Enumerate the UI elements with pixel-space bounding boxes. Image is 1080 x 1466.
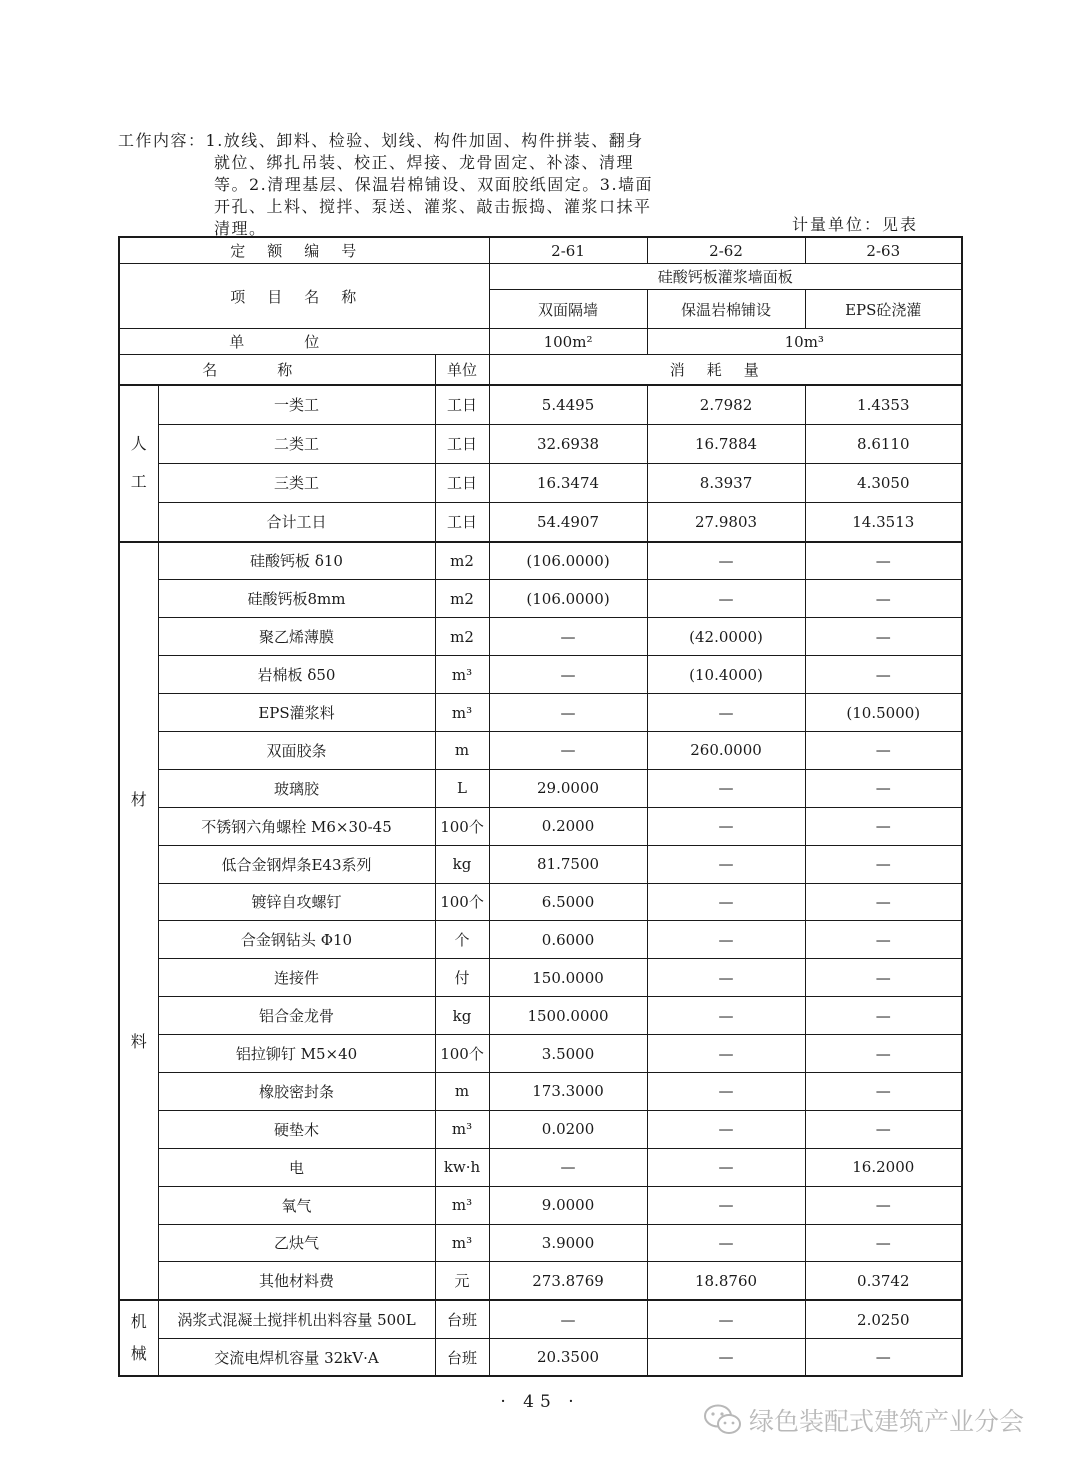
material-row xyxy=(119,731,962,769)
value-2-62: — xyxy=(647,694,805,732)
item-unit: kw·h xyxy=(435,1148,489,1186)
value-2-62: — xyxy=(647,769,805,807)
item-name-label: 项目名称 xyxy=(119,264,489,329)
material-category: 材 料 xyxy=(119,542,158,1301)
value-2-63: — xyxy=(805,921,962,959)
material-row xyxy=(119,618,962,656)
labor-row xyxy=(119,424,962,463)
machine-category: 机 械 xyxy=(119,1300,158,1376)
value-2-61: 273.8769 xyxy=(489,1262,647,1300)
value-2-63: — xyxy=(805,1035,962,1073)
item-unit: m2 xyxy=(435,618,489,656)
value-2-61: 150.0000 xyxy=(489,959,647,997)
item-name: 交流电焊机容量 32kV·A xyxy=(158,1338,435,1376)
item-unit: m xyxy=(435,731,489,769)
sub-title: 保温岩棉铺设 xyxy=(647,290,805,329)
unit-note: 计量单位：见表 xyxy=(791,215,918,234)
item-unit: 工日 xyxy=(435,424,489,463)
item-unit: 100个 xyxy=(435,883,489,921)
material-row xyxy=(119,1148,962,1186)
item-unit: m³ xyxy=(435,1224,489,1262)
work-line: 等。2.清理基层、保温岩棉铺设、双面胶纸固定。3.墙面 xyxy=(214,175,654,194)
page-number: · 45 · xyxy=(500,1392,580,1412)
item-unit: 元 xyxy=(435,1262,489,1300)
value-2-61: — xyxy=(489,694,647,732)
value-2-62: — xyxy=(647,1300,805,1338)
unit-value: 100m² xyxy=(489,329,647,355)
value-2-62: — xyxy=(647,1224,805,1262)
work-content xyxy=(118,130,718,240)
item-unit: m³ xyxy=(435,1186,489,1224)
value-2-61: 54.4907 xyxy=(489,502,647,542)
value-2-63: 2.0250 xyxy=(805,1300,962,1338)
col-unit-header: 单位 xyxy=(435,355,489,385)
value-2-63: — xyxy=(805,731,962,769)
value-2-62: — xyxy=(647,883,805,921)
item-unit: m³ xyxy=(435,694,489,732)
value-2-61: 20.3500 xyxy=(489,1338,647,1376)
value-2-63: — xyxy=(805,807,962,845)
value-2-63: 0.3742 xyxy=(805,1262,962,1300)
value-2-61: 173.3000 xyxy=(489,1072,647,1110)
labor-category: 人 工 xyxy=(119,385,158,542)
work-line: 就位、绑扎吊装、校正、焊接、龙骨固定、补漆、清理 xyxy=(214,153,635,172)
material-row xyxy=(119,1224,962,1262)
value-2-63: — xyxy=(805,959,962,997)
value-2-63: — xyxy=(805,883,962,921)
sub-title: EPS砼浇灌 xyxy=(805,290,962,329)
value-2-62: 16.7884 xyxy=(647,424,805,463)
value-2-61: 3.9000 xyxy=(489,1224,647,1262)
item-name: 低合金钢焊条E43系列 xyxy=(158,845,435,883)
item-name: EPS灌浆料 xyxy=(158,694,435,732)
item-unit: 100个 xyxy=(435,807,489,845)
value-2-61: 32.6938 xyxy=(489,424,647,463)
item-unit: 工日 xyxy=(435,385,489,425)
value-2-61: 29.0000 xyxy=(489,769,647,807)
item-name: 连接件 xyxy=(158,959,435,997)
material-row xyxy=(119,921,962,959)
value-2-62: — xyxy=(647,1186,805,1224)
material-row xyxy=(119,959,962,997)
labor-row xyxy=(119,502,962,542)
item-name: 三类工 xyxy=(158,463,435,502)
item-name: 聚乙烯薄膜 xyxy=(158,618,435,656)
work-line: 开孔、上料、搅拌、泵送、灌浆、敲击振捣、灌浆口抹平 xyxy=(214,197,652,216)
unit-value: 10m³ xyxy=(647,329,962,355)
group-title: 硅酸钙板灌浆墙面板 xyxy=(489,264,962,290)
item-name: 合金钢钻头 Φ10 xyxy=(158,921,435,959)
item-name: 硅酸钙板 δ10 xyxy=(158,542,435,580)
item-name: 铝拉铆钉 M5×40 xyxy=(158,1035,435,1073)
material-row xyxy=(119,580,962,618)
value-2-61: 81.7500 xyxy=(489,845,647,883)
value-2-61: 0.0200 xyxy=(489,1110,647,1148)
value-2-61: 0.2000 xyxy=(489,807,647,845)
item-name: 乙炔气 xyxy=(158,1224,435,1262)
value-2-62: 27.9803 xyxy=(647,502,805,542)
item-name: 硅酸钙板8mm xyxy=(158,580,435,618)
material-row xyxy=(119,845,962,883)
item-name: 氧气 xyxy=(158,1186,435,1224)
value-2-63: — xyxy=(805,1224,962,1262)
quota-table xyxy=(118,236,963,1377)
value-2-63: 1.4353 xyxy=(805,385,962,425)
value-2-63: — xyxy=(805,542,962,580)
value-2-62: — xyxy=(647,807,805,845)
value-2-61: 0.6000 xyxy=(489,921,647,959)
item-name: 不锈钢六角螺栓 M6×30-45 xyxy=(158,807,435,845)
item-name: 合计工日 xyxy=(158,502,435,542)
work-content-label: 工作内容： xyxy=(118,131,206,150)
value-2-62: — xyxy=(647,1148,805,1186)
item-name: 玻璃胶 xyxy=(158,769,435,807)
value-2-63: — xyxy=(805,1338,962,1376)
value-2-62: (10.4000) xyxy=(647,656,805,694)
item-unit: kg xyxy=(435,845,489,883)
work-line: 清理。 xyxy=(214,219,267,238)
item-unit: 台班 xyxy=(435,1300,489,1338)
value-2-63: — xyxy=(805,845,962,883)
value-2-63: 4.3050 xyxy=(805,463,962,502)
item-unit: 工日 xyxy=(435,463,489,502)
material-row xyxy=(119,1072,962,1110)
value-2-63: — xyxy=(805,1072,962,1110)
value-2-62: 2.7982 xyxy=(647,385,805,425)
value-2-61: 9.0000 xyxy=(489,1186,647,1224)
value-2-62: — xyxy=(647,1110,805,1148)
value-2-63: — xyxy=(805,1110,962,1148)
value-2-61: — xyxy=(489,731,647,769)
item-unit: m xyxy=(435,1072,489,1110)
item-unit: m2 xyxy=(435,580,489,618)
value-2-63: — xyxy=(805,997,962,1035)
labor-row xyxy=(119,463,962,502)
value-2-61: 6.5000 xyxy=(489,883,647,921)
value-2-61: — xyxy=(489,1300,647,1338)
material-row xyxy=(119,807,962,845)
unit-label: 单位 xyxy=(119,329,489,355)
value-2-61: (106.0000) xyxy=(489,542,647,580)
item-unit: kg xyxy=(435,997,489,1035)
value-2-62: (42.0000) xyxy=(647,618,805,656)
value-2-62: — xyxy=(647,1338,805,1376)
item-name: 镀锌自攻螺钉 xyxy=(158,883,435,921)
value-2-62: — xyxy=(647,959,805,997)
item-name: 硬垫木 xyxy=(158,1110,435,1148)
value-2-61: (106.0000) xyxy=(489,580,647,618)
value-2-62: 260.0000 xyxy=(647,731,805,769)
item-name: 铝合金龙骨 xyxy=(158,997,435,1035)
value-2-62: 8.3937 xyxy=(647,463,805,502)
quota-no-label: 定额编号 xyxy=(119,237,489,264)
item-unit: 付 xyxy=(435,959,489,997)
value-2-62: — xyxy=(647,1072,805,1110)
value-2-61: 5.4495 xyxy=(489,385,647,425)
item-unit: 100个 xyxy=(435,1035,489,1073)
machine-row xyxy=(119,1338,962,1376)
sub-title: 双面隔墙 xyxy=(489,290,647,329)
item-name: 涡浆式混凝土搅拌机出料容量 500L xyxy=(158,1300,435,1338)
material-row xyxy=(119,1035,962,1073)
value-2-63: 14.3513 xyxy=(805,502,962,542)
watermark xyxy=(703,1402,1024,1438)
work-line: 1.放线、卸料、检验、划线、构件加固、构件拼装、翻身 xyxy=(205,131,644,150)
item-unit: 个 xyxy=(435,921,489,959)
value-2-63: (10.5000) xyxy=(805,694,962,732)
watermark-text: 绿色装配式建筑产业分会 xyxy=(749,1407,1025,1436)
quota-no: 2-63 xyxy=(805,237,962,264)
machine-row xyxy=(119,1300,962,1338)
material-row xyxy=(119,1186,962,1224)
value-2-62: — xyxy=(647,997,805,1035)
item-unit: m³ xyxy=(435,1110,489,1148)
labor-row xyxy=(119,385,962,425)
material-row xyxy=(119,542,962,580)
value-2-63: — xyxy=(805,656,962,694)
item-name: 双面胶条 xyxy=(158,731,435,769)
material-row xyxy=(119,997,962,1035)
quota-no: 2-61 xyxy=(489,237,647,264)
material-row xyxy=(119,769,962,807)
value-2-62: — xyxy=(647,921,805,959)
value-2-62: 18.8760 xyxy=(647,1262,805,1300)
value-2-63: — xyxy=(805,1186,962,1224)
item-unit: 台班 xyxy=(435,1338,489,1376)
item-name: 二类工 xyxy=(158,424,435,463)
value-2-61: 1500.0000 xyxy=(489,997,647,1035)
material-row xyxy=(119,1110,962,1148)
value-2-62: — xyxy=(647,1035,805,1073)
item-name: 橡胶密封条 xyxy=(158,1072,435,1110)
value-2-62: — xyxy=(647,845,805,883)
value-2-62: — xyxy=(647,580,805,618)
value-2-62: — xyxy=(647,542,805,580)
value-2-63: — xyxy=(805,769,962,807)
material-row xyxy=(119,1262,962,1300)
value-2-61: — xyxy=(489,656,647,694)
col-consumption-header: 消耗量 xyxy=(489,355,962,385)
col-name-header: 名称 xyxy=(119,355,435,385)
material-row xyxy=(119,694,962,732)
value-2-61: — xyxy=(489,1148,647,1186)
item-name: 岩棉板 δ50 xyxy=(158,656,435,694)
value-2-61: — xyxy=(489,618,647,656)
value-2-63: — xyxy=(805,580,962,618)
value-2-63: 16.2000 xyxy=(805,1148,962,1186)
item-name: 电 xyxy=(158,1148,435,1186)
item-unit: L xyxy=(435,769,489,807)
quota-no: 2-62 xyxy=(647,237,805,264)
value-2-63: 8.6110 xyxy=(805,424,962,463)
value-2-61: 16.3474 xyxy=(489,463,647,502)
material-row xyxy=(119,883,962,921)
value-2-63: — xyxy=(805,618,962,656)
item-unit: 工日 xyxy=(435,502,489,542)
item-unit: m³ xyxy=(435,656,489,694)
wechat-icon xyxy=(703,1403,743,1437)
item-name: 其他材料费 xyxy=(158,1262,435,1300)
material-row xyxy=(119,656,962,694)
item-name: 一类工 xyxy=(158,385,435,425)
item-unit: m2 xyxy=(435,542,489,580)
value-2-61: 3.5000 xyxy=(489,1035,647,1073)
